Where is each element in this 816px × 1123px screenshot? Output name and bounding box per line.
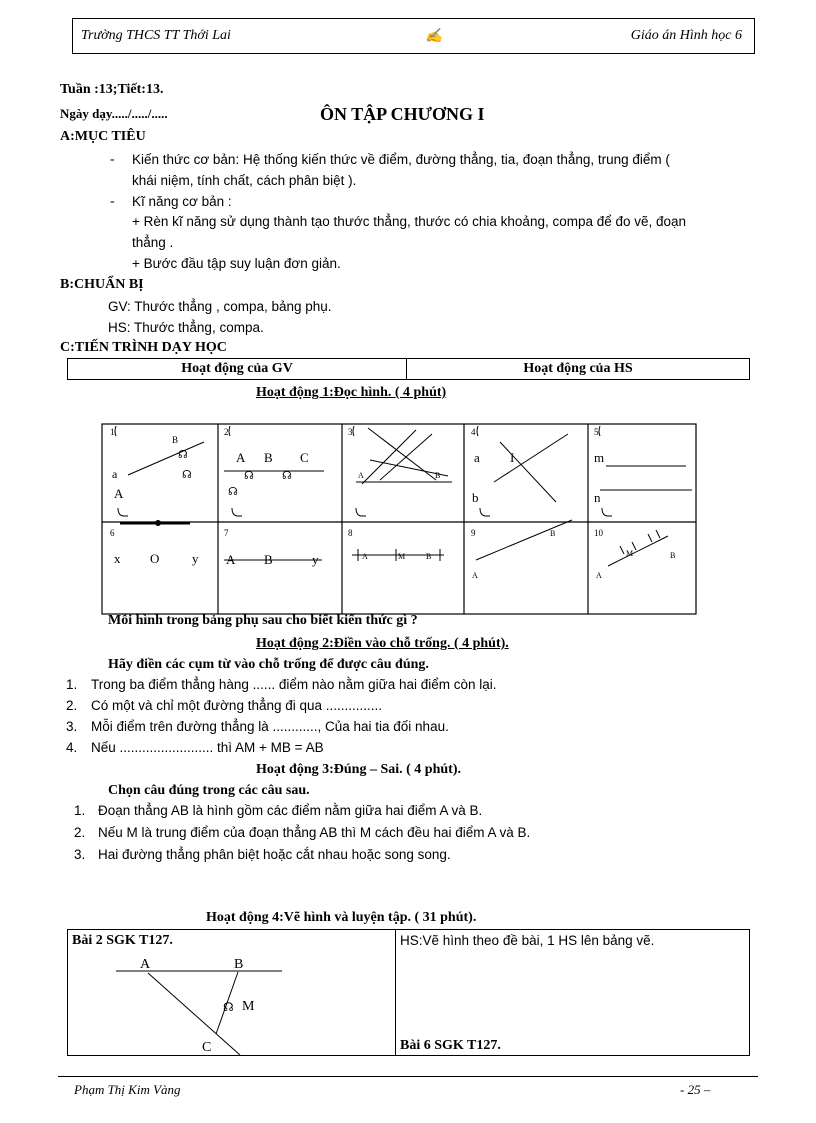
objective-skills: Kĩ năng cơ bản : [132,194,232,209]
fig1-label-B: B [172,435,179,445]
svg-text:☊: ☊ [244,470,254,482]
fig8-label-B: B [426,552,432,561]
student-instruction: HS:Vẽ hình theo đề bài, 1 HS lên bảng vẽ. [400,933,655,948]
page-header [72,18,755,54]
exercise-figure [68,930,395,1057]
footer-rule [58,1076,758,1077]
activity-1-title: Hoạt động 1:Đọc hình. ( 4 phút) [256,385,447,400]
fig4-line-b [500,442,556,502]
fig1-label-A: A [114,486,124,501]
fig-number: 7 [224,528,229,538]
fig4-label-I: I [510,450,515,465]
svg-text:☊: ☊ [228,486,238,498]
label-A: A [140,957,151,972]
svg-text:☊: ☊ [182,469,192,481]
fig1-line [128,442,204,475]
fig9-label-A: A [472,571,478,580]
exercise-title: Bài 2 SGK T127. [72,933,173,948]
fig-number: 6 [110,528,115,538]
line-AC [148,973,240,1055]
fig5-label-n: n [594,490,601,505]
objective-knowledge-cont: khái niệm, tính chất, cách phân biệt ). [132,173,357,188]
list-dash: - [110,194,115,209]
svg-text:☊: ☊ [178,449,188,461]
list-item: 3. Mỗi điểm trên đường thẳng là ............, Của hai tia đối nhau. [66,719,449,734]
list-dash: - [110,152,115,167]
objective-knowledge: Kiến thức cơ bản: Hệ thống kiến thức về điểm, đường thẳng, tia, đoạn thẳng, trung điểm ( [132,152,670,167]
fig-number: 1 [110,427,115,437]
student-cell [396,930,750,1056]
label-C: C [202,1040,212,1055]
fig2-label-A: A [236,450,246,465]
fig10-label-B: B [670,551,676,560]
activity-3-title: Hoạt động 3:Đúng – Sai. ( 4 phút). [256,762,461,777]
fig-number: 8 [348,528,353,538]
list-item: 1. Đoạn thẳng AB là hình gồm các điểm nằm giữa hai điểm A và B. [74,803,483,818]
objective-skills-1: + Rèn kĩ năng sử dụng thành tạo thước thẳng, thước có chia khoảng, compa để đo vẽ, đoạn [132,214,687,229]
fig-number: 3 [348,427,353,437]
fig3-label-B: B [435,471,441,480]
fig-number: 9 [471,528,476,538]
list-item: 2. Có một và chỉ một đường thẳng đi qua ............... [66,698,383,713]
figures-board [100,420,700,616]
footer-page-number: - 25 – [680,1082,711,1097]
fig6-point [155,520,161,526]
fig7-label-A: A [226,552,236,567]
svg-text:☊: ☊ [223,1000,234,1014]
section-a-heading: A:MỤC TIÊU [60,129,146,144]
exercise-cell [68,930,396,1056]
section-b-heading: B:CHUẨN BỊ [60,277,144,292]
activity-2-title: Hoạt động 2:Điền vào chỗ trống. ( 4 phút). [256,636,509,651]
fig6-label-O: O [150,551,160,566]
fig7-label-B: B [264,552,273,567]
page-title: ÔN TẬP CHƯƠNG I [320,104,485,124]
fig4-label-b: b [472,490,479,505]
list-item: 3. Hai đường thẳng phân biệt hoặc cắt nhau hoặc song song. [74,847,451,862]
board-border [102,424,696,614]
label-B: B [234,957,244,972]
week-label: Tuần :13;Tiết:13. [60,82,164,97]
activity-4-table [67,929,750,1056]
fig-number: 10 [594,528,603,538]
activity-4-title: Hoạt động 4:Vẽ hình và luyện tập. ( 31 phút). [206,910,477,925]
list-item: 2. Nếu M là trung điểm của đoạn thẳng AB thì M cách đều hai điểm A và B. [74,825,531,840]
list-item: 4. Nếu ......................... thì AM + MB = AB [66,740,324,755]
objective-skills-1-cont: thẳng . [132,235,174,250]
activity-header-table [67,358,750,380]
fig1-label-a: a [112,467,118,481]
activity-1-question: Mỗi hình trong bảng phụ sau cho biết kiến thức gì ? [108,613,418,628]
fig10-label-A: A [596,571,602,580]
header-subject: Giáo án Hình học 6 [630,28,742,43]
prep-student: HS: Thước thẳng, compa. [108,320,264,335]
footer-author: Phạm Thị Kim Vàng [74,1082,181,1097]
fig10-segment [608,536,668,566]
fig4-label-a: a [474,450,480,465]
header-school: Trường THCS TT Thới Lai [81,28,231,43]
col-teacher: Hoạt động của GV [68,359,407,380]
prep-teacher: GV: Thước thẳng , compa, bảng phụ. [108,299,332,314]
fig6-label-y: y [192,551,199,566]
objective-skills-2: + Bước đầu tập suy luận đơn giản. [132,256,341,271]
fig7-label-y: y [312,552,319,567]
true-false-list [74,803,530,869]
col-student: Hoạt động của HS [407,359,750,380]
fig-number: 5 [594,427,599,437]
fig8-label-M: M [398,552,406,561]
fill-blank-list [66,677,497,761]
fig6-label-x: x [114,551,121,566]
exercise-6-title: Bài 6 SGK T127. [400,1038,501,1053]
header-pen-icon: ✍ [425,29,443,44]
list-item: 1. Trong ba điểm thẳng hàng ...... điểm nào nằm giữa hai điểm còn lại. [66,677,497,692]
label-M: M [242,999,255,1014]
fig2-label-C: C [300,450,309,465]
activity-3-instruction: Chọn câu đúng trong các câu sau. [108,783,310,798]
fig9-segment [476,520,572,560]
activity-2-instruction: Hãy điền các cụm từ vào chỗ trống để được câu đúng. [108,657,429,672]
fig-number: 2 [224,427,229,437]
fig9-label-B: B [550,529,556,538]
fig2-label-B: B [264,450,273,465]
fig-number: 4 [471,427,476,437]
section-c-heading: C:TIẾN TRÌNH DẠY HỌC [60,340,227,355]
svg-text:☊: ☊ [282,470,292,482]
fig8-label-A: A [362,552,368,561]
fig3-label-A: A [358,471,364,480]
fig10-label-M: M [626,549,634,558]
fig5-label-m: m [594,450,605,465]
date-label: Ngày dạy...../...../..... [60,106,168,121]
